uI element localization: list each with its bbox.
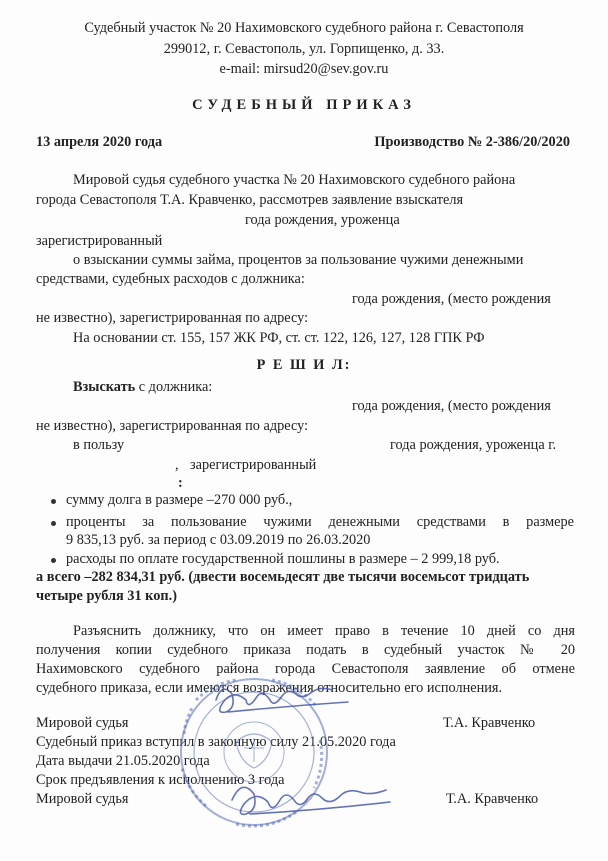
intro-line-7: года рождения, (место рождения [352, 291, 551, 307]
intro-line-3: года рождения, уроженца [245, 212, 400, 228]
bullet-marker [51, 558, 56, 563]
enforcement-term: Срок предъявления к исполнению 3 года [36, 772, 285, 788]
ruling-line-4: года рождения, уроженца г. [390, 437, 557, 453]
judge-label: Мировой судья [36, 715, 129, 731]
ruling-line-1 [73, 379, 212, 396]
bullet-marker [51, 499, 56, 504]
explanation-line-4: судебного приказа, если имеются возражения относительно его исполнения. [36, 680, 503, 696]
item-debt: сумму долга в размере –270 000 руб., [66, 492, 293, 508]
item-interest-line-1: проценты за пользование чужими денежными средствами в размере [66, 514, 574, 530]
explanation-line-3: Нахимовского судебного района города Севастополя заявление об отмене [36, 661, 575, 677]
order-date: 13 апреля 2020 года [36, 134, 163, 150]
effective-date: Судебный приказ вступил в законную силу 21.05.2020 года [36, 734, 396, 750]
total-line-1: а всего –282 834,31 руб. (двести восемьдесят две тысячи восемьсот тридцать [36, 569, 530, 585]
decided-heading: Р Е Ш И Л: [256, 357, 352, 373]
collect-rest: с должника: [135, 379, 213, 395]
ruling-line-2: года рождения, (место рождения [352, 398, 551, 414]
intro-line-5: о взыскании суммы займа, процентов за пользование чужими денежными [73, 252, 524, 268]
intro-line-4: зарегистрированный [36, 233, 163, 249]
intro-line-6: средствами, судебных расходов с должника: [36, 271, 305, 287]
issue-date: Дата выдачи 21.05.2020 года [36, 753, 210, 769]
item-fees: расходы по оплате государственной пошлины в размере – 2 999,18 руб. [66, 551, 500, 567]
document-title: СУДЕБНЫЙ ПРИКАЗ [192, 97, 416, 113]
legal-basis: На основании ст. 155, 157 ЖК РФ, ст. ст. 122, 126, 127, 128 ГПК РФ [73, 330, 485, 346]
intro-line-1: Мировой судья судебного участка № 20 Нахимовского судебного района [73, 172, 516, 188]
collect-word: Взыскать [73, 379, 136, 395]
intro-line-8: не известно), зарегистрированная по адресу: [36, 310, 309, 326]
judge-label-2: Мировой судья [36, 791, 129, 807]
ruling-line-5: зарегистрированный [190, 457, 317, 473]
intro-line-2: города Севастополя Т.А. Кравченко, рассмотрев заявление взыскателя [36, 192, 464, 208]
judge-name-2: Т.А. Кравченко [446, 791, 539, 807]
bullet-marker [51, 521, 56, 526]
ruling-colon: : [178, 475, 183, 491]
explanation-line-1: Разъяснить должнику, что он имеет право в течение 10 дней со дня [73, 623, 575, 639]
case-number: Производство № 2-386/20/2020 [374, 134, 570, 150]
explanation-line-2: получения копии судебного приказа подать в судебный участок № 20 [36, 642, 575, 658]
item-interest-line-2: 9 835,13 руб. за период с 03.09.2019 по 26.03.2020 [66, 532, 371, 548]
total-line-2: четыре рубля 31 коп.) [36, 588, 177, 604]
court-address: 299012, г. Севастополь, ул. Горпищенко, д. 33. [163, 41, 445, 57]
court-name: Судебный участок № 20 Нахимовского судебного района г. Севастополя [84, 20, 524, 36]
judge-name: Т.А. Кравченко [443, 715, 536, 731]
court-email: e-mail: mirsud20@sev.gov.ru [219, 61, 389, 77]
ruling-in-favor: в пользу [73, 437, 125, 453]
ruling-comma: , [175, 457, 179, 473]
ruling-line-3: не известно), зарегистрированная по адресу: [36, 418, 309, 434]
signature-icon [232, 787, 390, 814]
